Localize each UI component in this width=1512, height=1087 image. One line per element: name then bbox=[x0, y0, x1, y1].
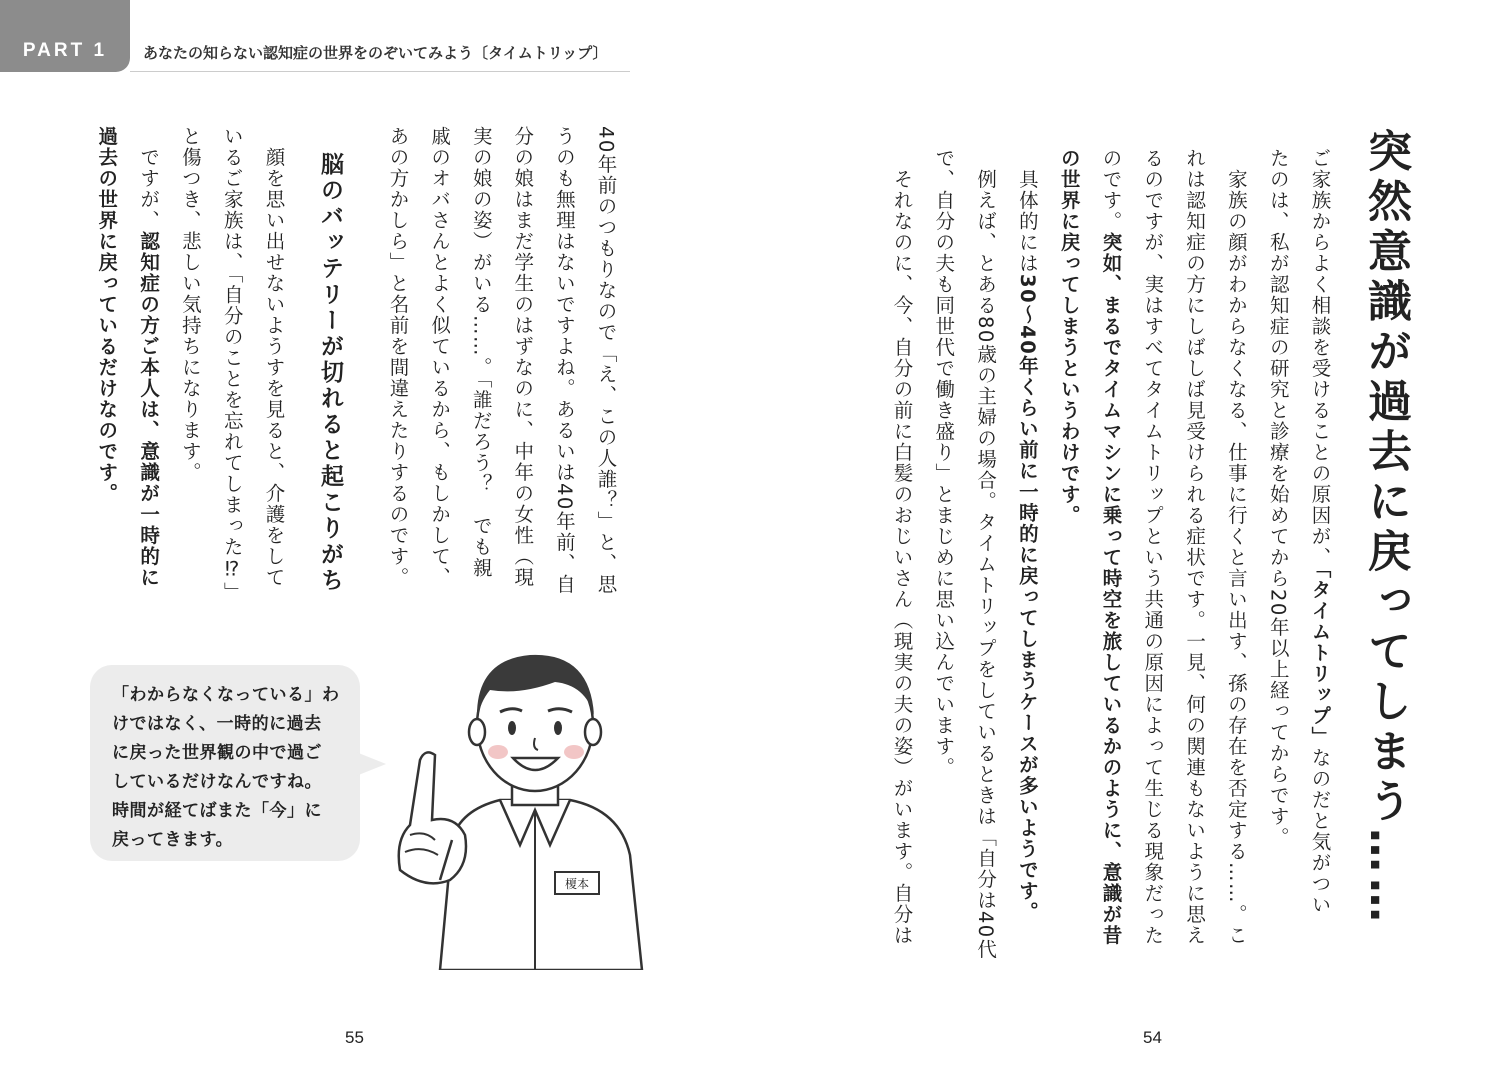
text-run: 40年前のつもりなので「え、この人誰？」と、思 bbox=[594, 126, 618, 595]
text-run: 分の娘はまだ学生のはずなのに、中年の女性（現 bbox=[511, 126, 535, 588]
text-column bbox=[1059, 148, 1079, 526]
speech-bubble bbox=[90, 665, 360, 861]
page-number-left: 55 bbox=[345, 1028, 364, 1047]
bold-text-run: 「タイムトリップ」 bbox=[1308, 568, 1332, 748]
bubble-line: 時間が経てばまた「今」に bbox=[112, 801, 322, 821]
page-number-right: 54 bbox=[1143, 1028, 1162, 1047]
text-run: 戚のオバさんとよく似ているから、もしかして、 bbox=[428, 126, 452, 588]
text-column bbox=[1226, 148, 1246, 946]
header-divider bbox=[130, 71, 630, 72]
bubble-line: けではなく、一時的に過去 bbox=[112, 714, 322, 734]
text-column bbox=[1310, 148, 1330, 915]
text-column bbox=[976, 148, 996, 960]
doctor-illustration bbox=[380, 640, 650, 970]
text-run: それなのに、今、自分の前に白髪のおじいさん（現実の夫の姿）がいます。自分は bbox=[890, 148, 914, 946]
section-subheading: 脳のバッテリーが切れると起こりがち bbox=[317, 152, 343, 594]
text-run: いるご家族は、「自分のことを忘れてしまった⁉」 bbox=[220, 126, 244, 603]
text-column bbox=[222, 126, 242, 603]
text-column bbox=[97, 126, 117, 504]
text-column bbox=[1101, 148, 1121, 946]
text-column bbox=[139, 126, 159, 588]
text-column bbox=[892, 148, 912, 946]
text-column bbox=[1017, 148, 1037, 922]
text-column bbox=[596, 126, 616, 595]
text-column bbox=[1185, 148, 1205, 946]
text-column bbox=[180, 126, 200, 483]
text-column bbox=[554, 126, 574, 595]
text-run: 具体的には bbox=[1015, 148, 1039, 274]
text-run: 顔を思い出せないようすを見ると、介護をして bbox=[262, 126, 286, 588]
bold-text-run: 30～40年くらい前に一時的に戻ってしまうケースが多いようです。 bbox=[1015, 274, 1039, 923]
bubble-line: しているだけなんですね。 bbox=[112, 772, 322, 792]
pointing-hand bbox=[399, 752, 466, 883]
text-run: あの方かしら」と名前を間違えたりするのです。 bbox=[386, 126, 410, 588]
text-run: のです。 bbox=[1099, 148, 1123, 232]
text-run: 家族の顔がわからなくなる、仕事に行くと言い出す、孫の存在を否定する……。こ bbox=[1224, 148, 1248, 946]
text-column bbox=[388, 126, 408, 588]
bold-text-run: 突如、まるでタイムマシンに乗って時空を旅しているかのように、意識が昔 bbox=[1099, 232, 1123, 946]
part-tab bbox=[0, 0, 130, 72]
text-run: なのだと気がつい bbox=[1308, 747, 1332, 916]
part-label: PART 1 bbox=[22, 40, 108, 61]
text-column bbox=[513, 126, 533, 588]
text-column bbox=[471, 126, 491, 578]
bold-text-run: 認知症の方ご本人は、意識が一時的に bbox=[137, 231, 161, 588]
bold-text-run: の世界に戻ってしまうというわけです。 bbox=[1057, 148, 1081, 526]
text-run: るのですが、実はすべてタイムトリップという共通の原因によって生じる現象だった bbox=[1141, 148, 1165, 946]
text-column bbox=[934, 148, 954, 778]
bold-text-run: 過去の世界に戻っているだけなのです。 bbox=[95, 126, 119, 504]
text-run: たのは、私が認知症の研究と診療を始めてから20年以上経ってからです。 bbox=[1266, 148, 1290, 848]
text-run: 例えば、とある80歳の主婦の場合。タイムトリップをしているときは「自分は40代 bbox=[974, 148, 998, 960]
text-run: で、自分の夫も同世代で働き盛り」とまじめに思い込んでいます。 bbox=[932, 148, 956, 778]
text-run: 実の娘の姿）がいる……。「誰だろう？ でも親 bbox=[469, 126, 493, 579]
text-run: ですが、 bbox=[137, 126, 161, 231]
text-column bbox=[1268, 148, 1288, 848]
text-column bbox=[430, 126, 450, 588]
text-run: と傷つき、悲しい気持ちになります。 bbox=[178, 126, 202, 483]
page-heading: 突然意識が過去に戻ってしまう…… bbox=[1360, 128, 1411, 928]
text-column bbox=[1143, 148, 1163, 946]
header-title: あなたの知らない認知症の世界をのぞいてみよう〔タイムトリップ〕 bbox=[143, 44, 608, 62]
text-run: ご家族からよく相談を受けることの原因が、 bbox=[1308, 148, 1332, 568]
bubble-line: に戻った世界観の中で過ご bbox=[112, 743, 322, 763]
text-column bbox=[264, 126, 284, 588]
text-run: うのも無理はないですよね。あるいは40年前、自 bbox=[552, 126, 576, 595]
text-run: れは認知症の方にしばしば見受けられる症状です。一見、何の関連もないように思え bbox=[1183, 148, 1207, 946]
bubble-line: 戻ってきます。 bbox=[112, 830, 234, 850]
name-tag-text: 榎本 bbox=[564, 877, 590, 891]
bubble-line: 「わからなくなっている」わ bbox=[112, 685, 340, 705]
